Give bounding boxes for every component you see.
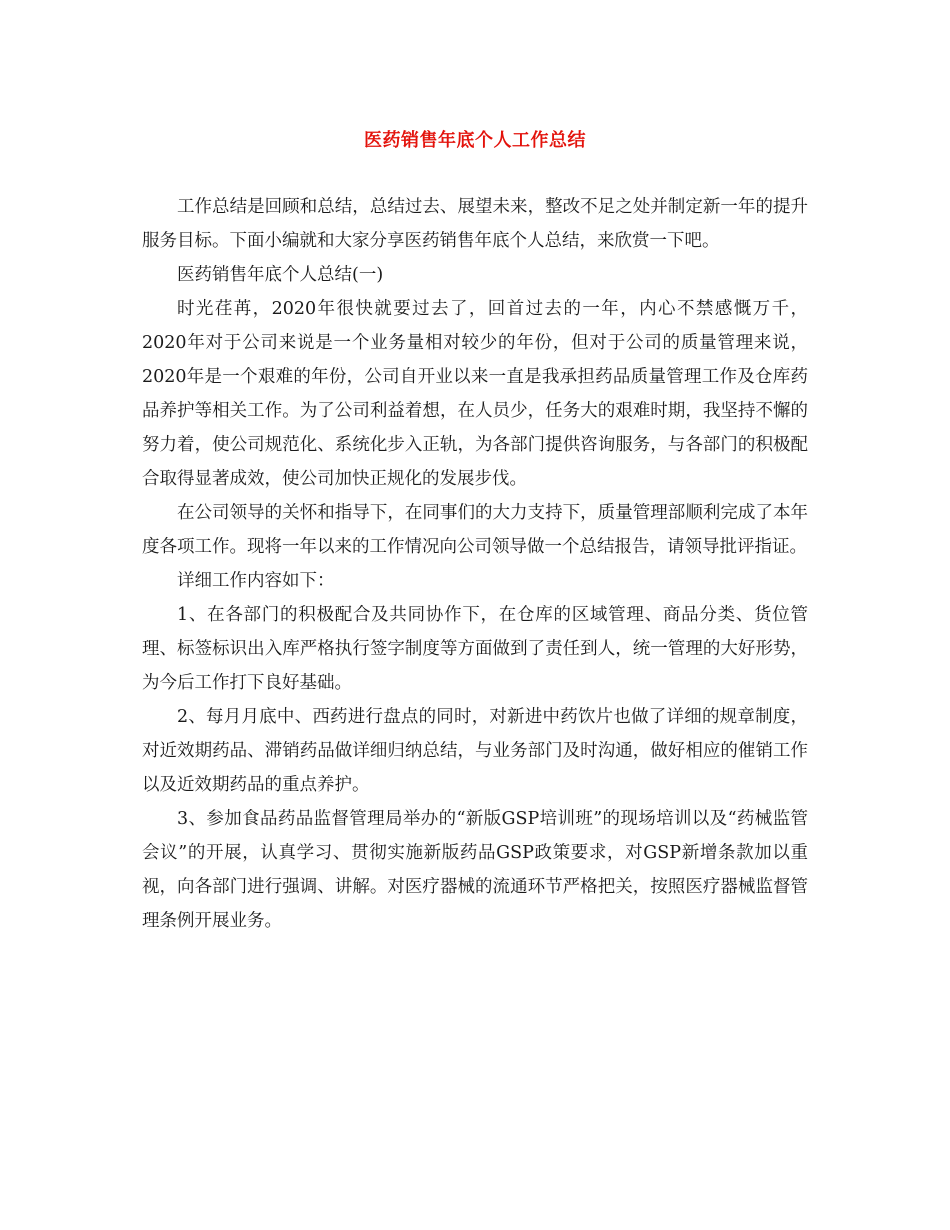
paragraph-item-2: 2、每月月底中、西药进行盘点的同时，对新进中药饮片也做了详细的规章制度，对近效期药品、滞销药品做详细归纳总结，与业务部门及时沟通，做好相应的催销工作以及近效期药品的重点养护。 <box>142 707 808 795</box>
paragraph-report: 在公司领导的关怀和指导下，在同事们的大力支持下，质量管理部顺利完成了本年度各项工作。现将一年以来的工作情况向公司领导做一个总结报告，请领导批评指证。 <box>142 503 808 557</box>
paragraph-intro: 工作总结是回顾和总结，总结过去、展望未来，整改不足之处并制定新一年的提升服务目标。下面小编就和大家分享医药销售年底个人总结，来欣赏一下吧。 <box>142 197 808 251</box>
paragraph-item-3: 3、参加食品药品监督管理局举办的“新版GSP培训班”的现场培训以及“药械监管会议”的开展，认真学习、贯彻实施新版药品GSP政策要求，对GSP新增条款加以重视，向各部门进行强调、讲解。对医疗器械的流通环节严格把关，按照医疗器械监督管理条例开展业务。 <box>142 809 808 931</box>
paragraph-review: 时光荏苒，2020年很快就要过去了，回首过去的一年，内心不禁感慨万千，2020年对于公司来说是一个业务量相对较少的年份，但对于公司的质量管理来说，2020年是一个艰难的年份，公司自开业以来一直是我承担药品质量管理工作及仓库药品养护等相关工作。为了公司利益着想，在人员少，任务大的艰难时期，我坚持不懈的努力着，使公司规范化、系统化步入正轨，为各部门提供咨询服务，与各部门的积极配合取得显著成效，使公司加快正规化的发展步伐。 <box>142 299 808 489</box>
document-body <box>142 190 808 938</box>
section-heading: 医药销售年底个人总结(一) <box>177 265 384 285</box>
paragraph-item-1: 1、在各部门的积极配合及共同协作下，在仓库的区域管理、商品分类、货位管理、标签标识出入库严格执行签字制度等方面做到了责任到人，统一管理的大好形势，为今后工作打下良好基础。 <box>142 605 808 693</box>
paragraph-details-heading: 详细工作内容如下： <box>177 571 335 591</box>
document-title: 医药销售年底个人工作总结 <box>364 130 586 151</box>
